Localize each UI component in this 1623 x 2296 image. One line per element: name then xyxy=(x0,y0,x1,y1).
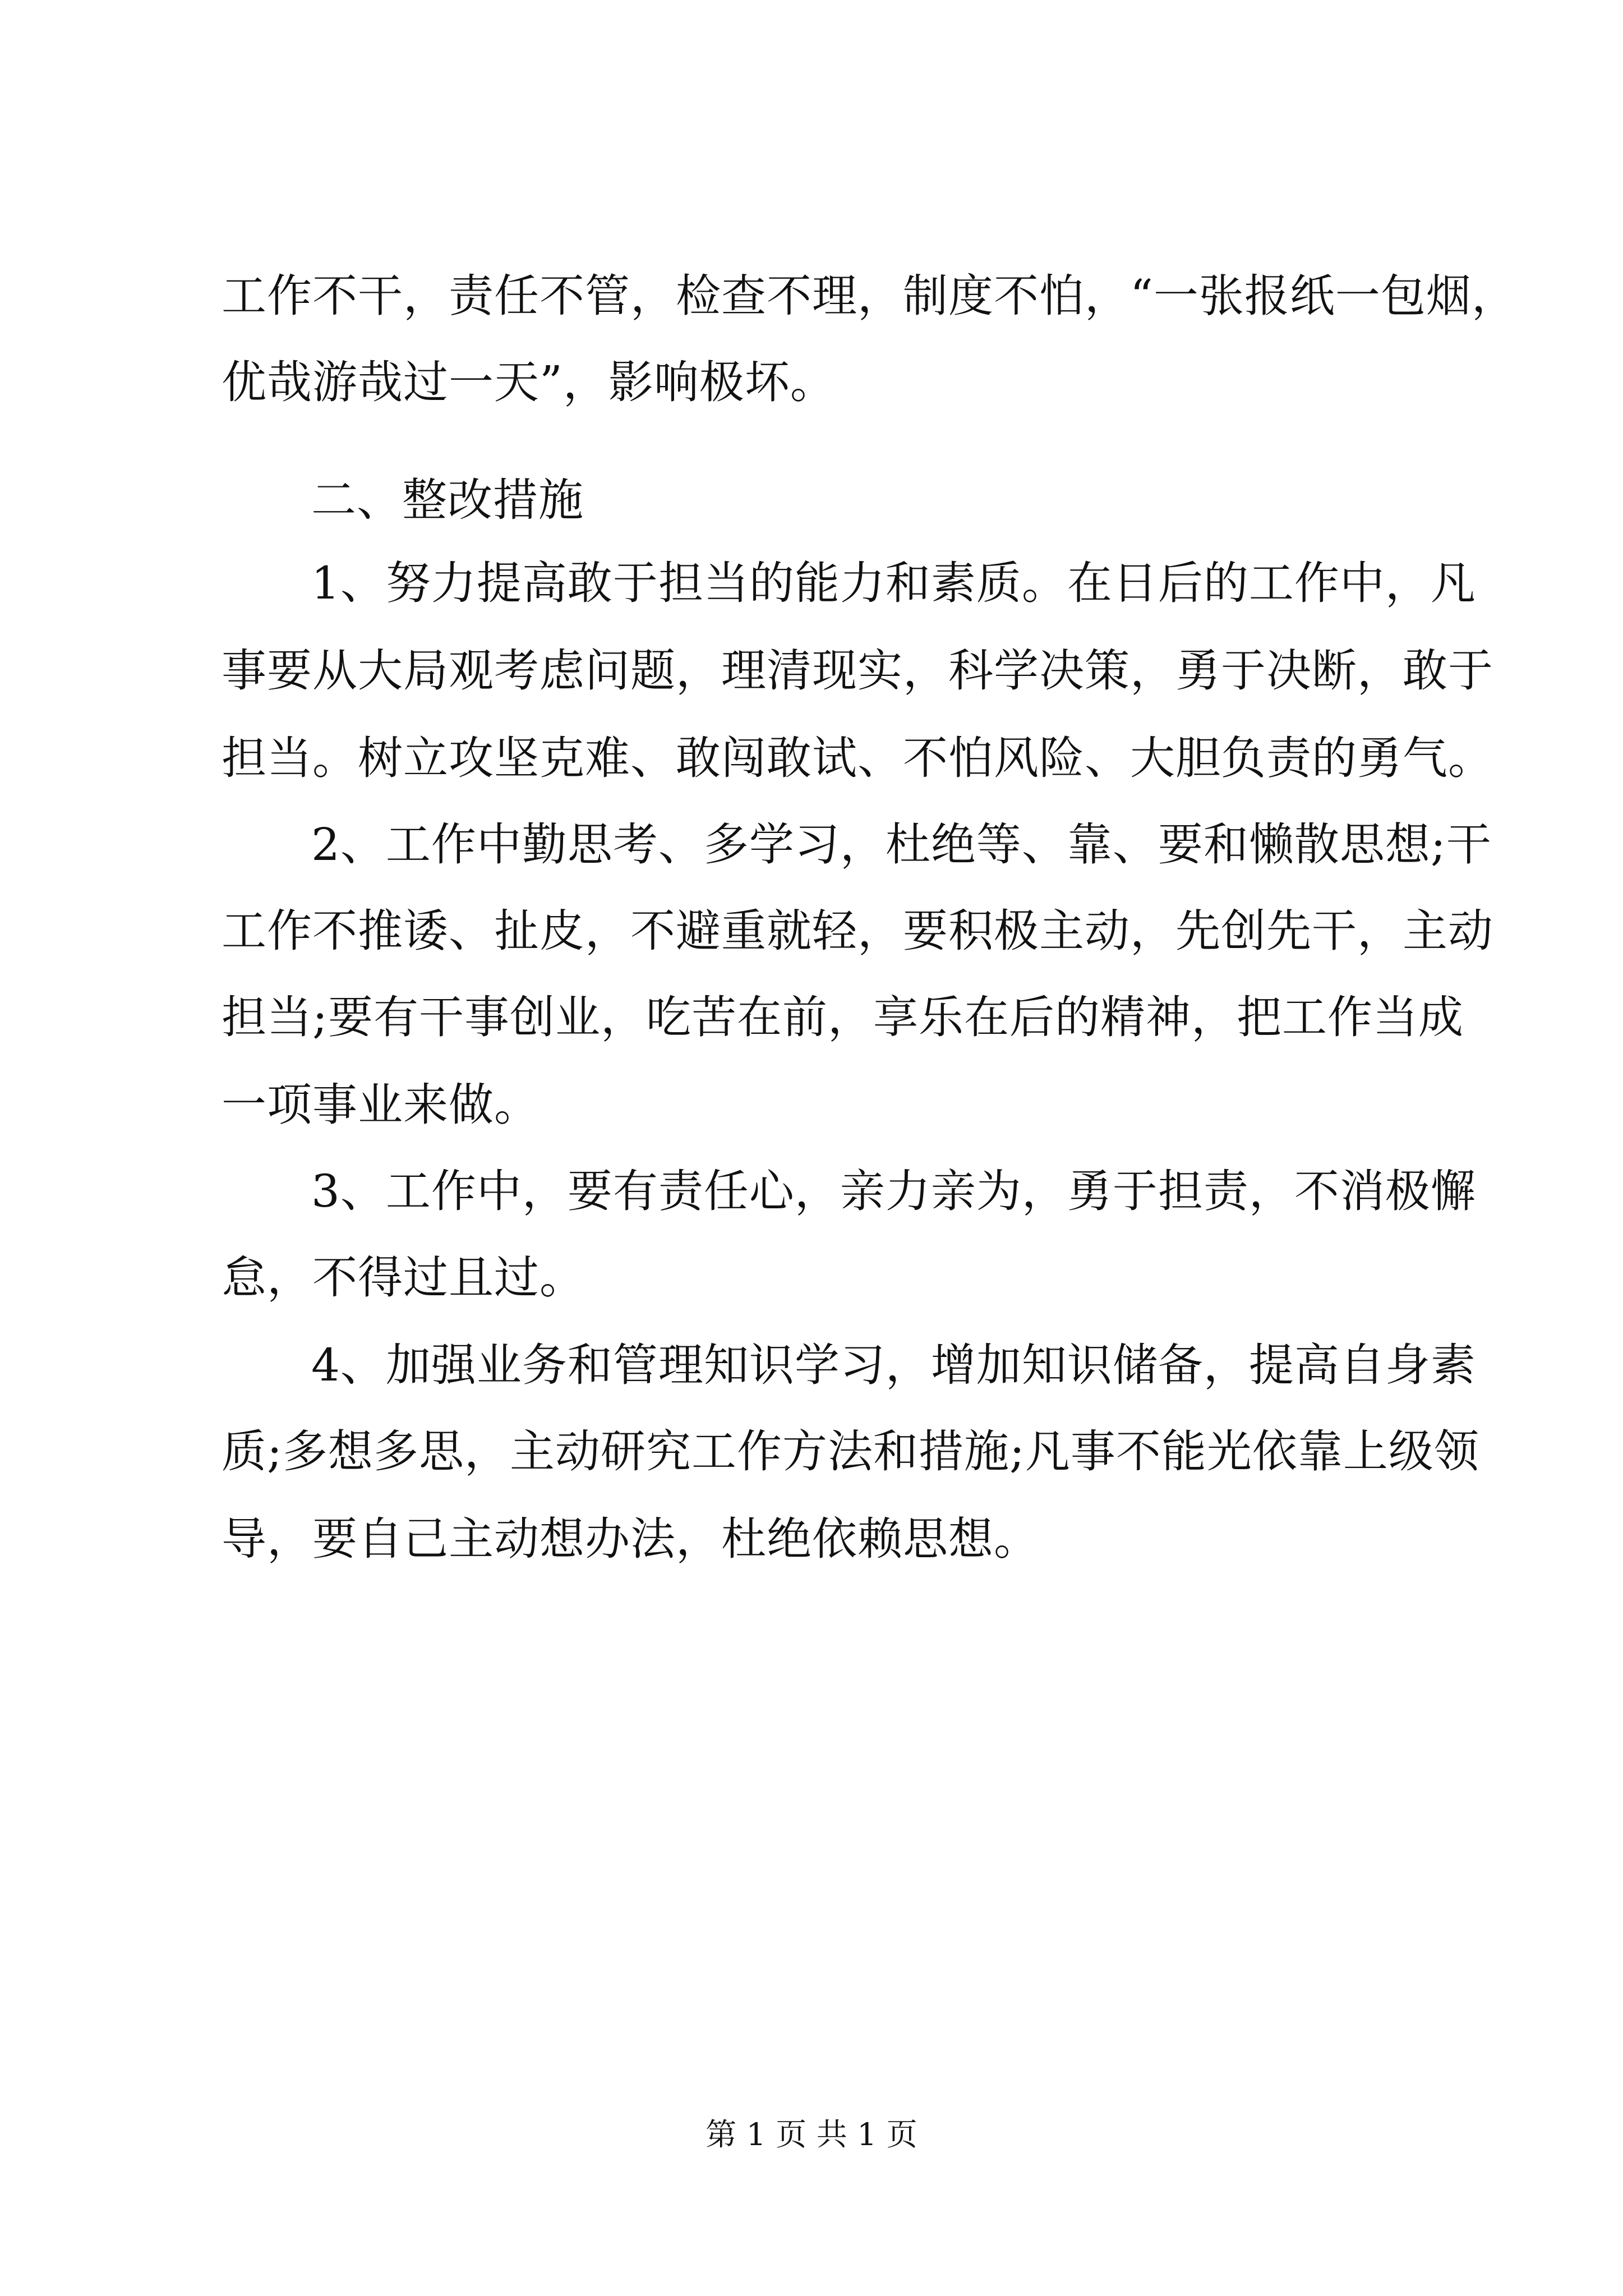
body-line: 担当。树立攻坚克难、敢闯敢试、不怕风险、大胆负责的勇气。 xyxy=(222,732,1493,784)
body-line: 导，要自己主动想办法，杜绝依赖思想。 xyxy=(222,1513,1039,1565)
body-line: 怠，不得过且过。 xyxy=(222,1251,585,1304)
body-line: 1、努力提高敢于担当的能力和素质。在日后的工作中，凡 xyxy=(311,557,1476,609)
body-line: 一项事业来做。 xyxy=(222,1079,540,1131)
page-footer: 第 1 页 共 1 页 xyxy=(706,2116,917,2152)
body-line: 2、工作中勤思考、多学习，杜绝等、靠、要和懒散思想;干 xyxy=(311,818,1492,871)
body-line: 4、加强业务和管理知识学习，增加知识储备，提高自身素 xyxy=(311,1339,1476,1391)
body-line: 工作不推诿、扯皮，不避重就轻，要积极主动，先创先干，主动 xyxy=(222,905,1493,957)
body-line: 担当;要有干事创业，吃苦在前，享乐在后的精神，把工作当成 xyxy=(222,991,1464,1043)
body-line: 优哉游哉过一天”，影响极坏。 xyxy=(222,356,836,408)
body-line: 质;多想多思，主动研究工作方法和措施;凡事不能光依靠上级领 xyxy=(222,1425,1479,1478)
body-line: 工作不干，责任不管，检查不理，制度不怕，“一张报纸一包烟， xyxy=(222,270,1517,322)
body-line: 事要从大局观考虑问题，理清现实，科学决策，勇于决断，敢于 xyxy=(222,645,1493,697)
body-line: 3、工作中，要有责任心，亲力亲为，勇于担责，不消极懈 xyxy=(311,1165,1476,1217)
section-heading: 二、整改措施 xyxy=(311,474,584,526)
